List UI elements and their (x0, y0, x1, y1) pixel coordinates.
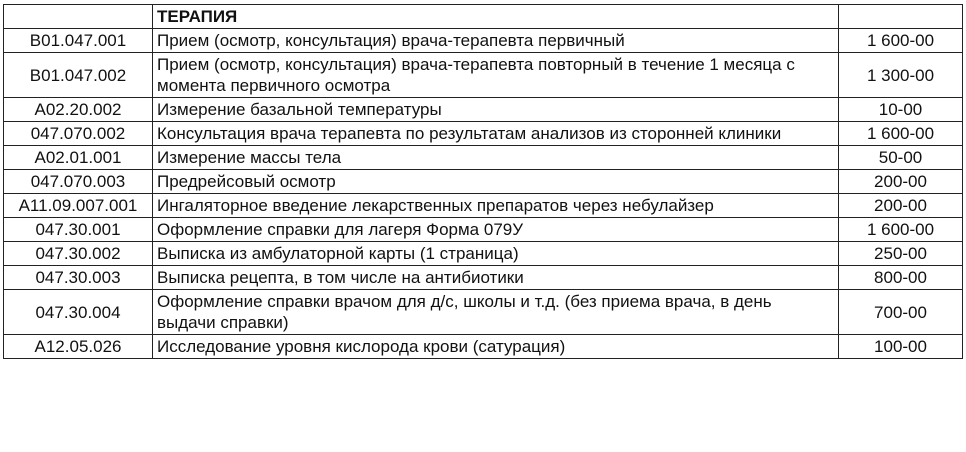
table-row (4, 218, 963, 242)
table-row (4, 146, 963, 170)
service-code: 047.070.002 (4, 122, 153, 146)
service-code: B01.047.001 (4, 29, 153, 53)
service-code: 047.30.001 (4, 218, 153, 242)
service-code: A02.01.001 (4, 146, 153, 170)
table-row (4, 29, 963, 53)
service-name: Выписка из амбулаторной карты (1 страница) (153, 242, 839, 266)
service-name: Исследование уровня кислорода крови (сатурация) (153, 335, 839, 359)
price-table-body (4, 5, 963, 359)
service-price: 50-00 (839, 146, 963, 170)
services-price-table (3, 4, 963, 359)
service-price: 100-00 (839, 335, 963, 359)
service-code: 047.30.002 (4, 242, 153, 266)
service-price: 200-00 (839, 170, 963, 194)
service-name: Выписка рецепта, в том числе на антибиотики (153, 266, 839, 290)
service-price: 800-00 (839, 266, 963, 290)
service-code: A02.20.002 (4, 98, 153, 122)
service-code: B01.047.002 (4, 53, 153, 98)
table-row (4, 266, 963, 290)
table-row (4, 194, 963, 218)
service-name: Прием (осмотр, консультация) врача-терапевта повторный в течение 1 месяца с момента первичного осмотра (153, 53, 839, 98)
table-row (4, 335, 963, 359)
service-price: 1 300-00 (839, 53, 963, 98)
service-price: 200-00 (839, 194, 963, 218)
table-row (4, 170, 963, 194)
section-header-row (4, 5, 963, 29)
service-code: 047.070.003 (4, 170, 153, 194)
service-price: 1 600-00 (839, 122, 963, 146)
table-row (4, 53, 963, 98)
service-name: Прием (осмотр, консультация) врача-терапевта первичный (153, 29, 839, 53)
table-row (4, 98, 963, 122)
section-title: ТЕРАПИЯ (153, 5, 839, 29)
service-code: 047.30.003 (4, 266, 153, 290)
service-code: A11.09.007.001 (4, 194, 153, 218)
section-price-cell (839, 5, 963, 29)
service-code: A12.05.026 (4, 335, 153, 359)
service-price: 1 600-00 (839, 218, 963, 242)
service-name: Оформление справки врачом для д/с, школы и т.д. (без приема врача, в день выдачи справки) (153, 290, 839, 335)
service-name: Консультация врача терапевта по результатам анализов из сторонней клиники (153, 122, 839, 146)
table-row (4, 242, 963, 266)
service-price: 250-00 (839, 242, 963, 266)
service-name: Предрейсовый осмотр (153, 170, 839, 194)
service-name: Ингаляторное введение лекарственных препаратов через небулайзер (153, 194, 839, 218)
service-code: 047.30.004 (4, 290, 153, 335)
service-price: 700-00 (839, 290, 963, 335)
table-row (4, 122, 963, 146)
service-name: Измерение базальной температуры (153, 98, 839, 122)
service-name: Оформление справки для лагеря Форма 079У (153, 218, 839, 242)
service-name: Измерение массы тела (153, 146, 839, 170)
service-price: 1 600-00 (839, 29, 963, 53)
table-row (4, 290, 963, 335)
section-code-cell (4, 5, 153, 29)
service-price: 10-00 (839, 98, 963, 122)
